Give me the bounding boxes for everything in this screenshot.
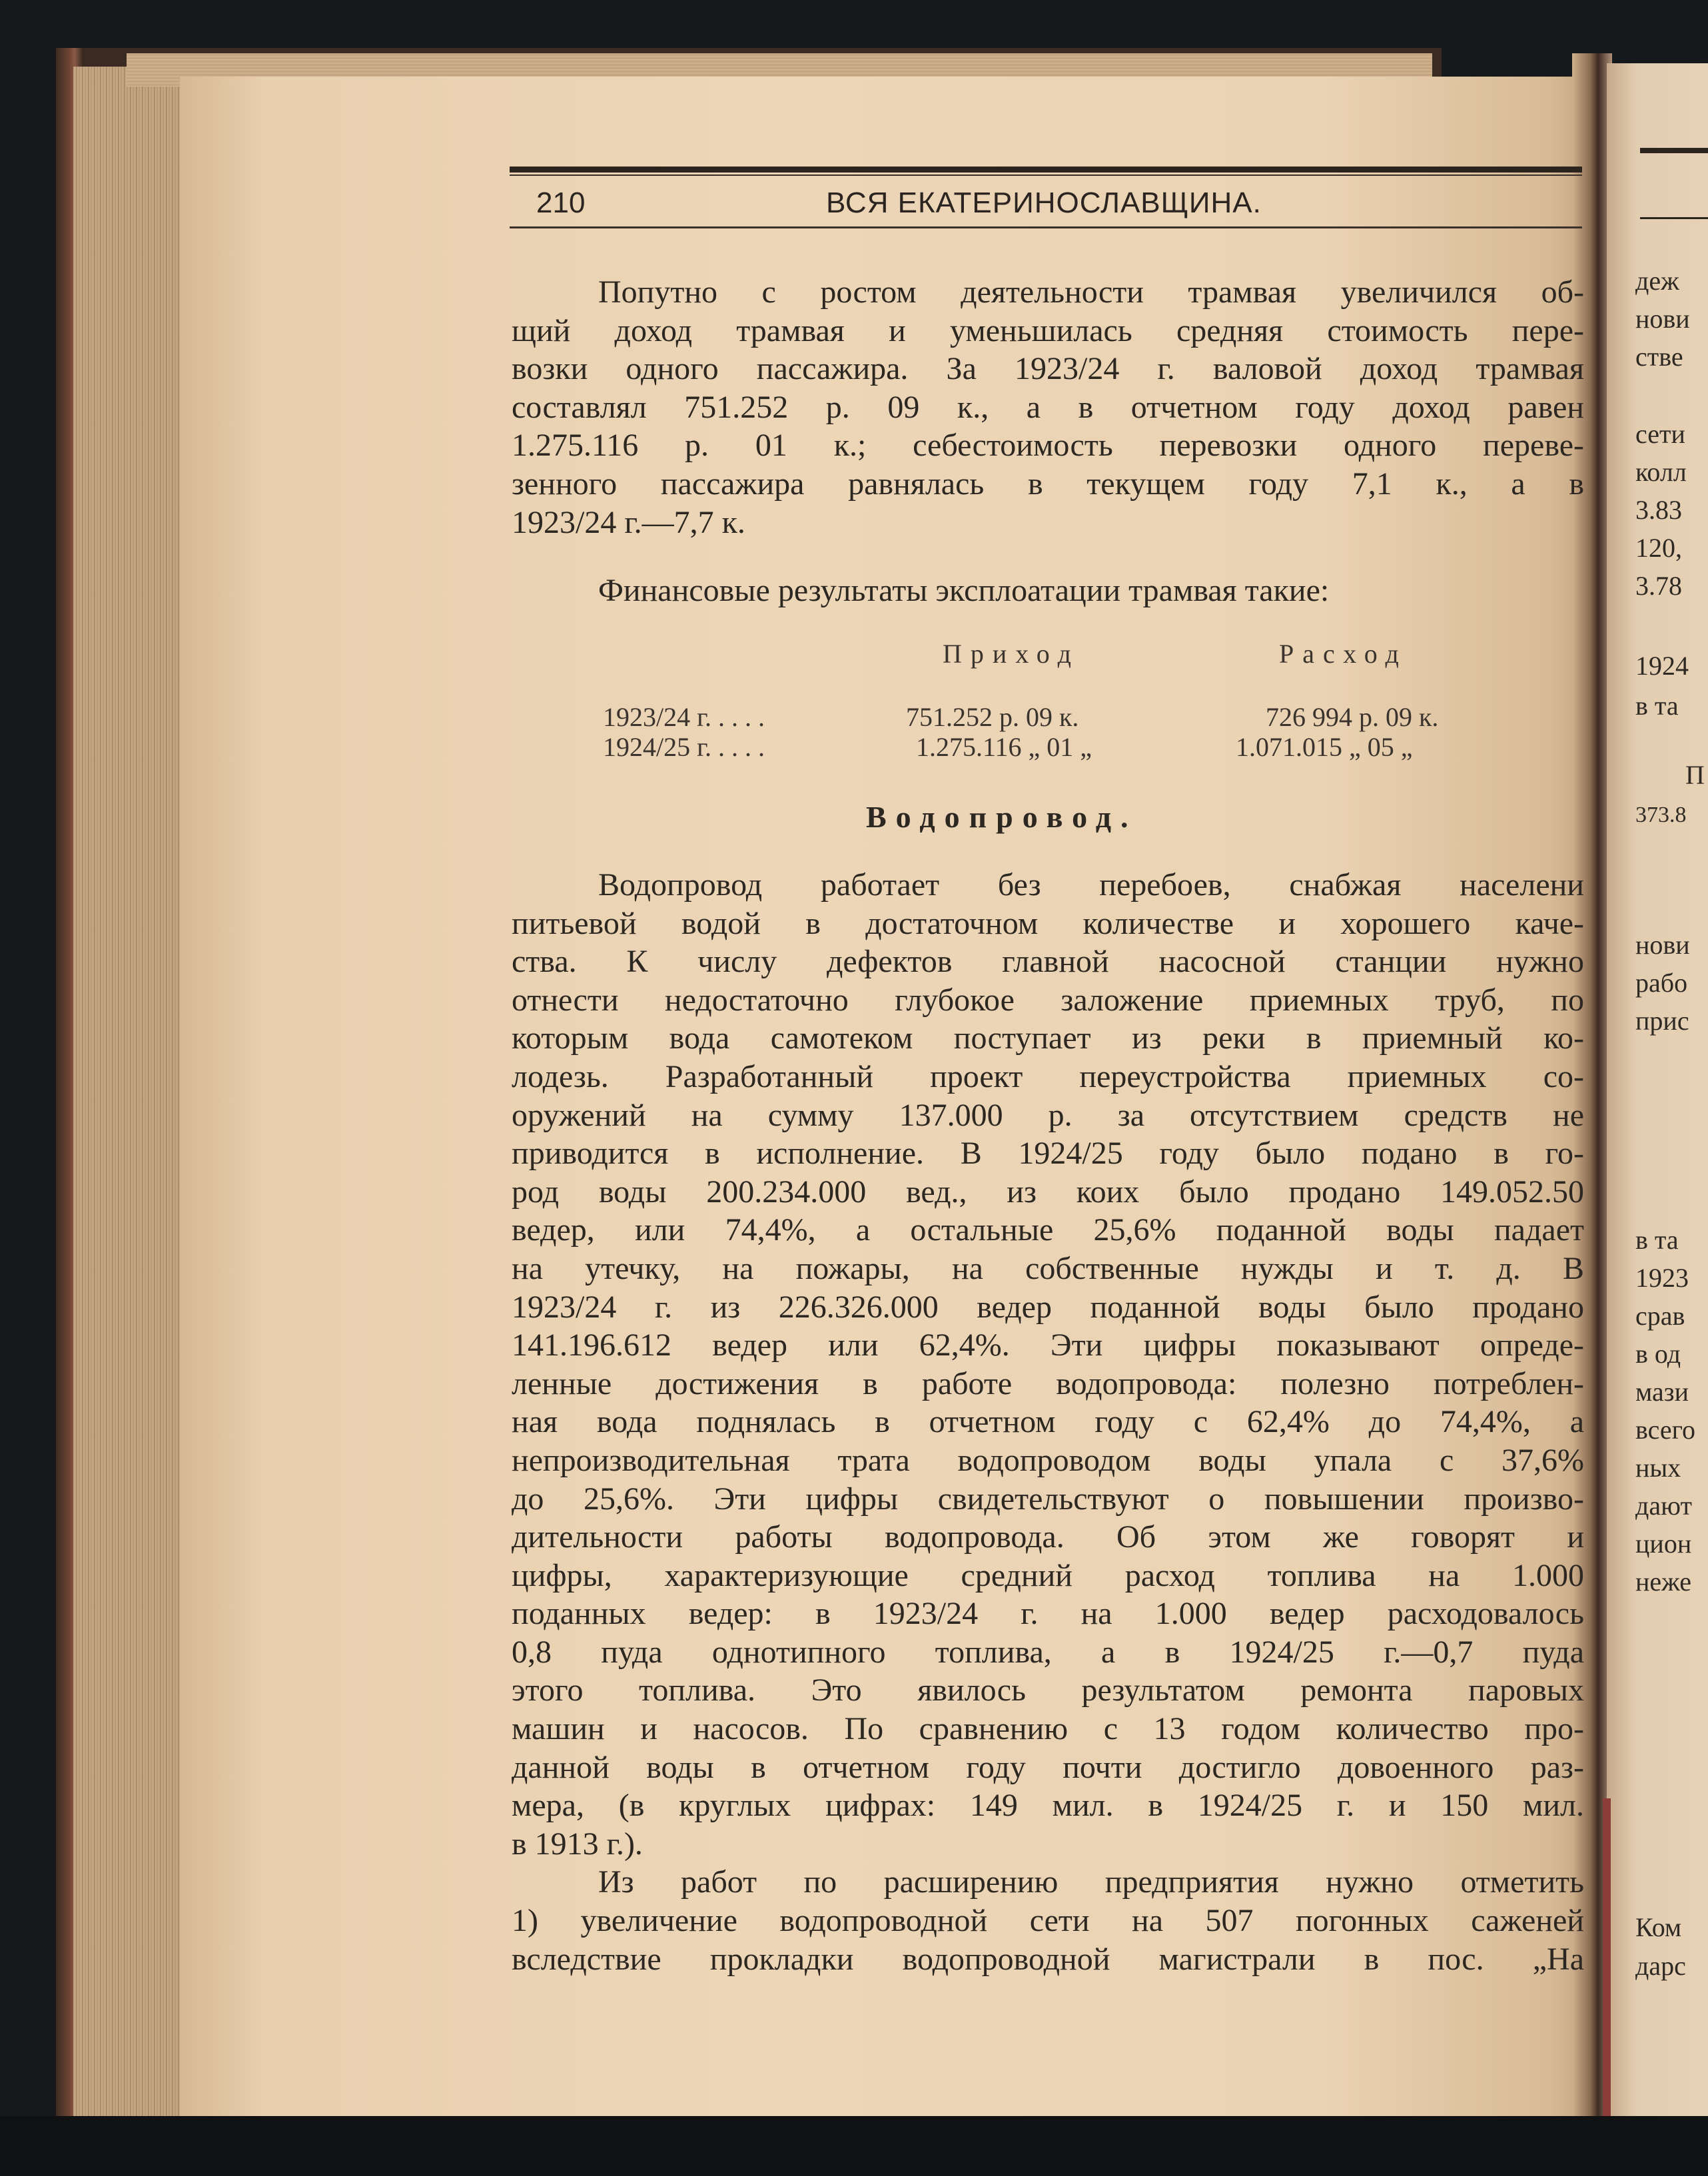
right-page-fragment: цион (1635, 1529, 1692, 1559)
page-edges (73, 67, 187, 2131)
text-line: 1923/24 г. из 226.326.000 ведер поданной воды было продано (512, 1289, 1584, 1325)
right-page-rule (1640, 148, 1708, 153)
text-line: ная вода поднялась в отчетном году с 62,4% до 74,4%, а (512, 1404, 1584, 1440)
text-line: ленные достижения в работе водопровода: полезно потреблен- (512, 1365, 1584, 1401)
text-line: отнести недостаточно глубокое заложение приемных труб, по (512, 982, 1584, 1018)
right-page-fragment: в од (1635, 1339, 1681, 1369)
spine-binding (1603, 1798, 1611, 2138)
running-title: ВСЯ ЕКАТЕРИНОСЛАВЩИНА. (826, 186, 1262, 219)
right-page-fragment: стве (1635, 342, 1683, 372)
text-line: дительности работы водопровода. Об этом же говорят и (512, 1519, 1584, 1555)
table-cell-income: 751.252 р. 09 к. (906, 702, 1079, 732)
text-line: щий доход трамвая и уменьшилась средняя стоимость пере- (512, 312, 1584, 348)
text-line: 1.275.116 р. 01 к.; себестоимость перевозки одного переве- (512, 428, 1584, 464)
text-line: Водопровод работает без перебоев, снабжая населени (598, 867, 1584, 903)
right-page-fragment: 120, (1635, 533, 1682, 563)
text-line: приводится в исполнение. В 1924/25 году было подано в го- (512, 1136, 1584, 1172)
text-line: этого топлива. Это явилось результатом ремонта паровых (512, 1672, 1584, 1708)
table-cell-expense: 1.071.015 „ 05 „ (1236, 732, 1413, 762)
right-page-fragment: 1924 (1635, 651, 1689, 681)
scan-background (0, 2116, 1708, 2176)
text-line: машин и насосов. По сравнению с 13 годом количество про- (512, 1711, 1584, 1747)
right-page-fragment: всего (1635, 1415, 1696, 1445)
right-page-fragment: Ком (1635, 1912, 1682, 1942)
text-line: которым вода самотеком поступает из реки в приемный ко- (512, 1020, 1584, 1056)
text-line: оружений на сумму 137.000 р. за отсутствием средств не (512, 1097, 1584, 1133)
paragraph-water-supply (512, 866, 1584, 1978)
header-rule-under (510, 226, 1582, 228)
right-page-fragment: срав (1635, 1301, 1685, 1331)
text-line: в 1913 г.). (512, 1826, 643, 1862)
right-page-fragment: 373.8 (1635, 803, 1687, 827)
text-line: данной воды в отчетном году почти достигло довоенного раз- (512, 1749, 1584, 1785)
table-header-expense: Расход (1279, 639, 1408, 669)
text-line: род воды 200.234.000 вед., из коих было продано 149.052.50 (512, 1174, 1584, 1210)
text-line: 0,8 пуда однотипного топлива, а в 1924/25 г.—0,7 пуда (512, 1634, 1584, 1670)
text-line: Из работ по расширению предприятия нужно отметить (598, 1864, 1584, 1900)
text-line: составлял 751.252 р. 09 к., а в отчетном году доход равен (512, 389, 1584, 425)
right-page-fragment: прис (1635, 1006, 1689, 1036)
paragraph-financial-intro (512, 571, 1584, 610)
right-page-fragment: в та (1635, 691, 1679, 721)
text-line: возки одного пассажира. За 1923/24 г. валовой доход трамвая (512, 351, 1584, 387)
text-line: до 25,6%. Эти цифры свидетельствуют о повышении произво- (512, 1481, 1584, 1517)
text-line: 1) увеличение водопроводной сети на 507 погонных саженей (512, 1903, 1584, 1939)
table-cell-expense: 726 994 р. 09 к. (1266, 702, 1439, 732)
right-page-fragment: 3.78 (1635, 571, 1682, 601)
text-line: зенного пассажира равнялась в текущем году 7,1 к., а в (512, 466, 1584, 502)
table-cell-year: 1924/25 г. . . . . (603, 732, 765, 762)
right-page-fragment: в та (1635, 1225, 1679, 1255)
text-line: вследствие прокладки водопроводной магистрали в пос. „На (512, 1941, 1584, 1977)
right-page-rule (1640, 217, 1708, 219)
right-page-fragment: рабо (1635, 968, 1688, 998)
header-rule-thick (510, 167, 1582, 173)
text-line: ства. К числу дефектов главной насосной станции нужно (512, 944, 1584, 980)
text-line: на утечку, на пожары, на собственные нужды и т. д. В (512, 1250, 1584, 1286)
table-header-income: Приход (943, 639, 1080, 669)
right-page-fragment: 3.83 (1635, 495, 1682, 525)
table-cell-income: 1.275.116 „ 01 „ (916, 732, 1092, 762)
right-page-fragment: мази (1635, 1377, 1689, 1407)
right-page-fragment: П (1685, 760, 1705, 790)
text-line: питьевой водой в достаточном количестве и хорошего каче- (512, 905, 1584, 941)
text-line: Попутно с ростом деятельности трамвая увеличился об- (598, 274, 1584, 310)
right-page-fragment: неже (1635, 1567, 1692, 1597)
text-line: мера, (в круглых цифрах: 149 мил. в 1924/25 г. и 150 мил. (512, 1788, 1584, 1824)
section-heading: Водопровод. (866, 800, 1138, 834)
right-page-fragment: дают (1635, 1491, 1692, 1521)
text-line: Финансовые результаты эксплоатации трамвая такие: (598, 573, 1330, 608)
right-page-fragment: дарс (1635, 1951, 1686, 1981)
right-page-fragment: нови (1635, 304, 1690, 334)
text-line: 141.196.612 ведер или 62,4%. Эти цифры показывают опреде- (512, 1327, 1584, 1363)
right-page-fragment: сети (1635, 419, 1685, 449)
right-page-fragment: ных (1635, 1453, 1681, 1483)
right-page-fragment: нови (1635, 930, 1690, 960)
text-line: лодезь. Разработанный проект переустройства приемных со- (512, 1058, 1584, 1094)
right-page-fragment: деж (1635, 266, 1679, 296)
paragraph-tram-income (512, 273, 1584, 542)
page-number: 210 (536, 186, 586, 219)
text-line: цифры, характеризующие средний расход топлива на 1.000 (512, 1557, 1584, 1593)
text-line: 1923/24 г.—7,7 к. (512, 504, 745, 540)
text-line: ведер, или 74,4%, а остальные 25,6% поданной воды падает (512, 1212, 1584, 1248)
right-page-fragment: 1923 (1635, 1263, 1689, 1293)
text-line: поданных ведер: в 1923/24 г. на 1.000 ведер расходовалось (512, 1596, 1584, 1632)
text-line: непроизводительная трата водопроводом воды упала с 37,6% (512, 1442, 1584, 1478)
right-page-fragment: колл (1635, 457, 1687, 487)
book-page-right (1607, 63, 1708, 2138)
header-rule-thin (510, 175, 1582, 176)
table-cell-year: 1923/24 г. . . . . (603, 702, 765, 732)
